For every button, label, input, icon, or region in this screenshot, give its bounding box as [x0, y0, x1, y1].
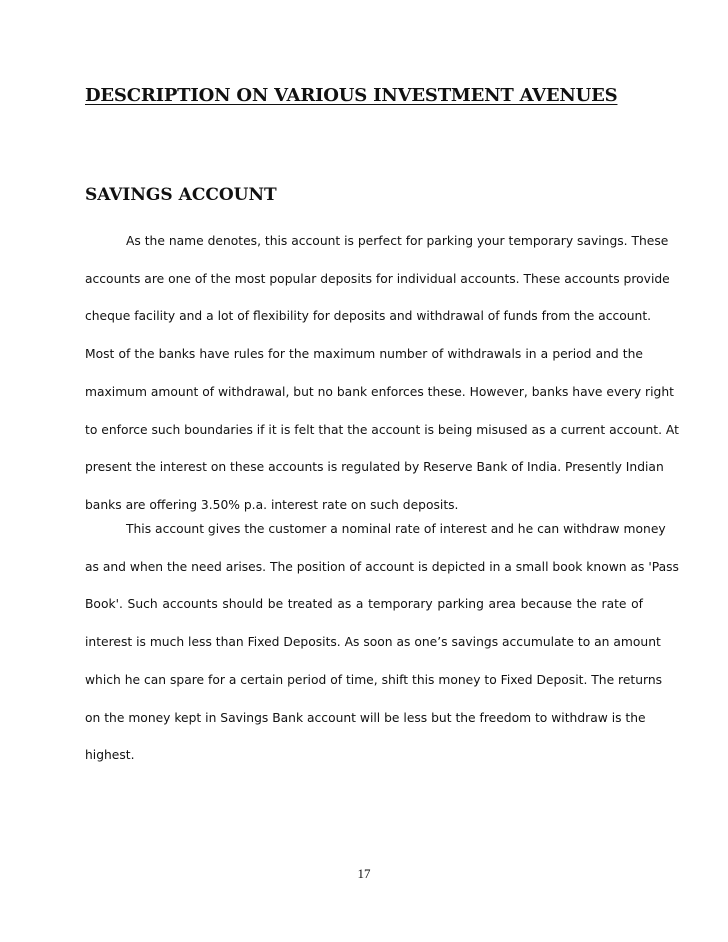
- paragraph-2: [85, 511, 679, 775]
- section-heading: SAVINGS ACCOUNT: [85, 185, 277, 205]
- paragraph-line: accounts are one of the most popular deposits for individual accounts. These accounts provide: [85, 271, 670, 286]
- paragraph-1: [85, 223, 679, 525]
- paragraph-line: on the money kept in Savings Bank account will be less but the freedom to withdraw is the: [85, 710, 646, 725]
- paragraph-line: present the interest on these accounts is regulated by Reserve Bank of India. Presently Indian: [85, 460, 664, 475]
- paragraph-line: banks are offering 3.50% p.a. interest rate on such deposits.: [85, 497, 459, 512]
- paragraph-line: which he can spare for a certain period of time, shift this money to Fixed Deposit. The returns: [85, 672, 663, 687]
- page-number: 17: [357, 866, 371, 881]
- paragraph-line: Most of the banks have rules for the maximum number of withdrawals in a period and the: [85, 347, 643, 362]
- paragraph-line: as and when the need arises. The position of account is depicted in a small book known as 'Pass: [85, 559, 679, 574]
- paragraph-line: to enforce such boundaries if it is felt that the account is being misused as a current account. At: [85, 422, 679, 437]
- paragraph-line: As the name denotes, this account is perfect for parking your temporary savings. These: [126, 234, 669, 248]
- page-title: DESCRIPTION ON VARIOUS INVESTMENT AVENUES: [85, 85, 618, 106]
- paragraph-line: Book'. Such accounts should be treated as a temporary parking area because the rate of: [85, 597, 643, 612]
- paragraph-line: interest is much less than Fixed Deposits. As soon as one’s savings accumulate to an amount: [85, 635, 661, 650]
- paragraph-line: cheque facility and a lot of flexibility for deposits and withdrawal of funds from the account.: [85, 309, 652, 324]
- paragraph-line: highest.: [85, 748, 135, 763]
- paragraph-line: maximum amount of withdrawal, but no bank enforces these. However, banks have every right: [85, 384, 674, 399]
- paragraph-line: This account gives the customer a nominal rate of interest and he can withdraw money: [126, 522, 666, 536]
